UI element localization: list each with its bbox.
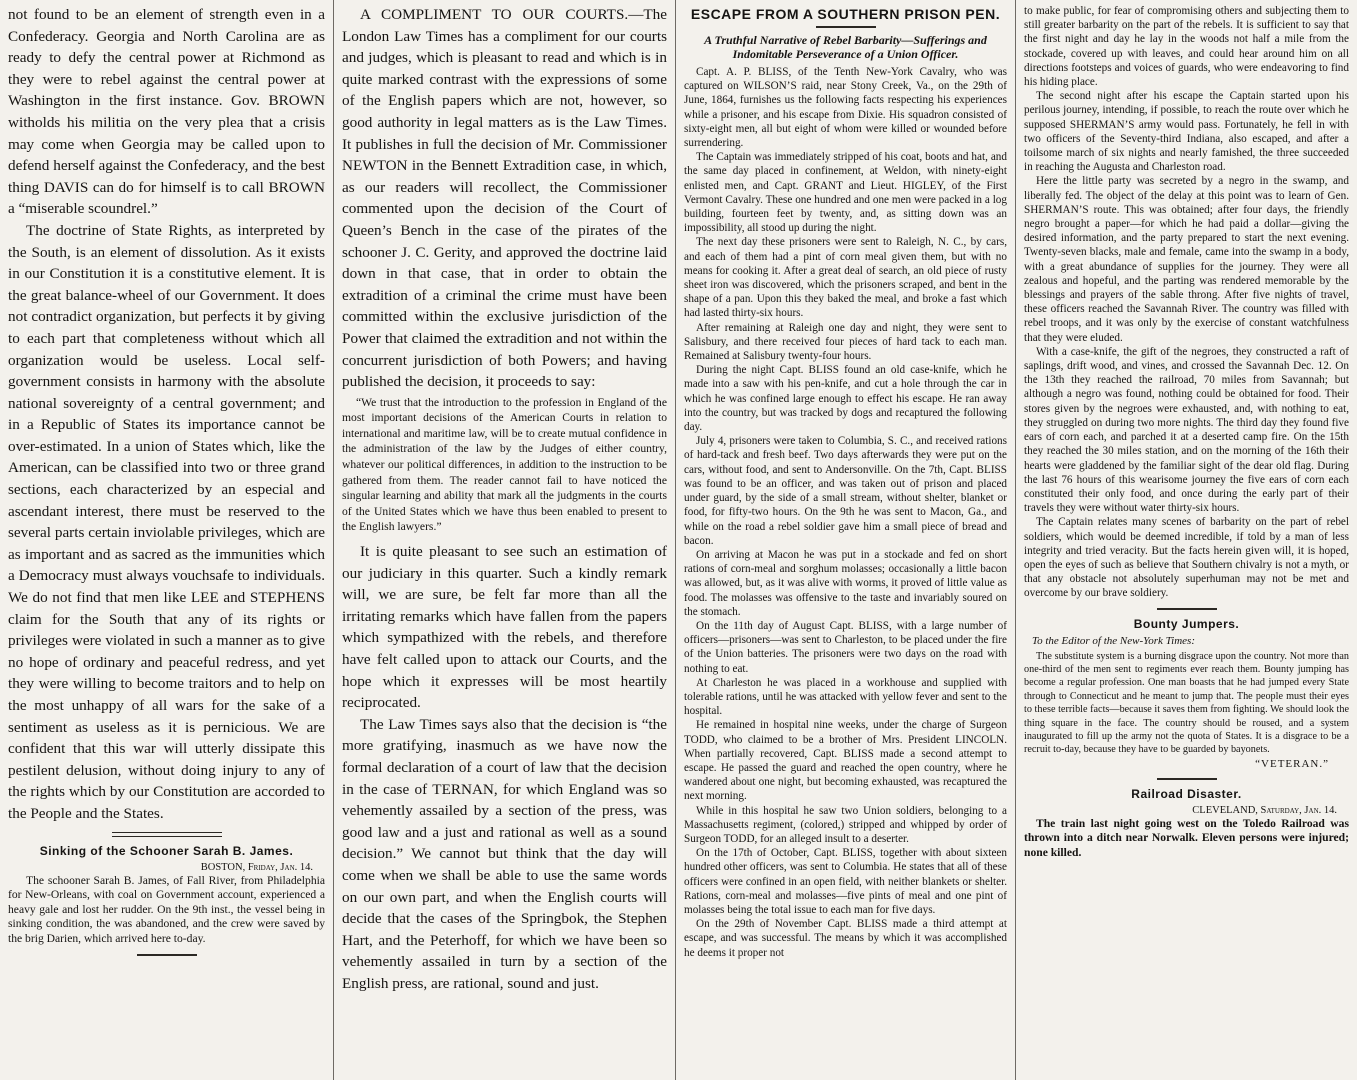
section-divider <box>1157 608 1217 610</box>
compliment-paragraph-3: The Law Times says also that the decision is “the more gratifying, inasmuch as we have now the formal declaration of a court of law that the decision in the case of TERNAN, for which England was so vehemently assailed by a section of the press, was good law and a just and rational as well as a sound decision.” We cannot but think that the day will come when we shall be able to use the same words on our own part, and when the English courts will decide that the cases of the Springbok, the Stephen Hart, and the Peterhoff, for which we have been so vehemently assailed in turn by a section of the English press, are rational, sound and just. <box>342 715 667 992</box>
compliment-paragraph-2: It is quite pleasant to see such an estimation of our judiciary in this quarter. Such a kindly remark will, we are sure, be felt far more than all the irritating remarks which have fallen from the papers which sympathized with the rebels, and therefore have felt called upon to attack our Courts, and the hope which it expresses will be most heartily reciprocated. <box>342 543 667 712</box>
escape-paragraph: On the 29th of November Capt. BLISS made a third attempt at escape, and was successful. The means by which it was accomplished he deems it proper not <box>684 918 1007 959</box>
railroad-dateline: CLEVELAND, Saturday, Jan. 14. <box>1192 804 1337 816</box>
bounty-signature: “VETERAN.” <box>1255 757 1329 770</box>
escape-headline: ESCAPE FROM A SOUTHERN PRISON PEN. <box>690 6 1001 22</box>
column-3 <box>675 0 1015 1080</box>
escape-paragraph: After remaining at Raleigh one day and night, they were sent to Salisbury, and there received four pieces of hard tack to each man. Remained at Salisbury twenty-four hours. <box>684 321 1007 363</box>
bounty-editor-line: To the Editor of the New-York Times: <box>1032 634 1195 647</box>
column-1 <box>0 0 333 1080</box>
escape-paragraph: On the 17th of October, Capt. BLISS, together with about sixteen hundred other officers, was sent to Columbia. He states that all of these officers were confined in an open field, with neither blankets or shelter. Rations, corn-meal and molasses—five pints of meal and one pint of molasses being the total issue to each man for five days. <box>684 847 1007 916</box>
railroad-body: The train last night going west on the Toledo Railroad was thrown into a ditch near Norwalk. Eleven persons were injured; none killed. <box>1024 816 1349 859</box>
state-rights-paragraph-1: not found to be an element of strength even in a Confederacy. Georgia and North Carolina are as ready to defy the central power at Richmond as they were to rebel against the central power at Washington in the first instance. Gov. BROWN witholds his militia on the very plea that a crisis may come when Georgia may be called upon to defend herself against the Confederacy, and the best thing DAVIS can do for himself is to call BROWN a “miserable scoundrel.” <box>8 6 325 218</box>
railroad-headline: Railroad Disaster. <box>1131 786 1242 801</box>
escape-paragraph: On arriving at Macon he was put in a stockade and fed on short rations of corn-meal and sorghum molasses; occasionally a little bacon was allowed, but, as it was alive with worms, it proved of little value as food. The molasses was offensive to the taste and invariably soured on the stomach. <box>684 548 1007 618</box>
section-divider <box>112 832 222 837</box>
escape-paragraph: The next day these prisoners were sent to Raleigh, N. C., by cars, and each of them had a pint of corn meal given them, but with no means for cooking it. After a great deal of search, an old piece of rusty sheet iron was discovered, which the prisoners scraped, and bent in the shape of a pan. Upon this they baked the meal, and broke a fast which had lasted thirty-six hours. <box>684 236 1007 320</box>
escape-paragraph: During the night Capt. BLISS found an old case-knife, which he made into a saw with his pen-knife, and cut a hole through the car in which he was confined large enough to effect his escape. He ran away into the country, but was tracked by dogs and recaptured the following day. <box>684 364 1007 434</box>
column-2 <box>333 0 675 1080</box>
escape-paragraph: On the 11th day of August Capt. BLISS, with a large number of officers—prisoners—was sent to Charleston, to be placed under the fire of the Union batteries. The prisoners were two days on the road with nothing to eat. <box>684 619 1007 675</box>
compliment-paragraph-1: A COMPLIMENT TO OUR COURTS.—The London Law Times has a compliment for our courts and judges, which is pleasant to read and which is in quite marked contrast with the expressions of some of the English papers which are not, however, so good authority in legal matters as is the Law Times. It publishes in full the decision of Mr. Commissioner NEWTON in the Bennett Extradition case, in which, as our readers will recollect, the Commissioner commented upon the decision of the Court of Queen’s Bench in the case of the pirates of the schooner J. C. Gerity, and approved the doctrine laid down in that case, that in order to obtain the extradition of a criminal the crime must have been committed within the exclusive jurisdiction of the Power that claimed the extradition and not within the concurrent jurisdiction of both Powers; and having published the decision, it proceeds to say: <box>342 6 667 391</box>
escape-continued-paragraph: to make public, for fear of compromising others and subjecting them to still greater barbarity on the part of the rebels. It is sufficient to say that the first night and day he lay in the woods not half a mile from the stockade, covered up with leaves, and could hear around him on all directions footsteps and voices of guards, who were endeavoring to find his hiding place. <box>1024 5 1349 89</box>
state-rights-paragraph-2: The doctrine of State Rights, as interpreted by the South, is an element of dissolution. As it exists in our Constitution it is a constitutive element. It is the great balance-wheel of our Government. It does not contradict organization, but perfects it by giving to each part that completeness without which all organization would be useless. Local self-government consists in harmony with the absolute national sovereignty of a central government; and in a Republic of States its importance cannot be over-estimated. In a union of States which, like the American, can be classified into two or three grand sections, each characterized by an especial and ascendant interest, there must be reserved to the several parts certain inviolable privileges, which are as important and as sacred as the immunities which a Democracy must always vouchsafe to individuals. We do not find that men like LEE and STEPHENS claim for the South that any of its rights or privileges were violated in such a manner as to give no hope of ordinary and peaceful redress, and yet they were willing to become traitors and to help on the most unhappy of all wars for the sake of a sentiment as useless as it is pernicious. We are confident that this war will utterly dissipate this pestilent delusion, without doing injury to any of the rights which by our Constitution are accorded to the People and the States. <box>8 221 325 822</box>
section-divider <box>137 954 197 956</box>
bounty-headline: Bounty Jumpers. <box>1133 616 1240 631</box>
escape-paragraph: While in this hospital he saw two Union soldiers, belonging to a Massachusetts regiment, (colored,) stripped and whipped by order of Surgeon TODD, for an alleged insult to a deserter. <box>684 804 1007 845</box>
escape-paragraph: The Captain was immediately stripped of his coat, boots and hat, and the same day placed in confinement, at Weldon, with ninety-eight enlisted men, and Capt. GRANT and Lieut. HIGLEY, of the First Vermont Cavalry. These one hundred and one men were packed in a log building, fourteen feet by twenty, and, as sitting down was an impossibility, all stood up during the night. <box>684 151 1007 235</box>
escape-paragraph: Capt. A. P. BLISS, of the Tenth New-York Cavalry, who was captured on WILSON’S raid, near Stony Creek, Va., on the 29th of June, 1864, furnishes us the following facts respecting his experiences while a prisoner, and his escape from Dixie. His squadron consisted of sixty-eight men, all but eight of whom were killed or wounded before surrendering. <box>684 66 1007 150</box>
sinking-headline: Sinking of the Schooner Sarah B. James. <box>39 843 294 858</box>
escape-paragraph: He remained in hospital nine weeks, under the charge of Surgeon TODD, who claimed to be a brother of Mrs. President LINCOLN. When partially recovered, Capt. BLISS made a second attempt to escape. He passed the guard and reached the open country, where he wandered about one night, but becoming exhausted, was recaptured the next morning. <box>684 719 1007 803</box>
sinking-body: The schooner Sarah B. James, of Fall River, from Philadelphia for New-Orleans, with coal on Government account, experienced a heavy gale and lost her rudder. On the 9th inst., the vessel being in sinking condition, the was abandoned, and the crew were saved by the brig Darien, which arrived here to-day. <box>8 873 325 945</box>
escape-paragraph: July 4, prisoners were taken to Columbia, S. C., and received rations of hard-tack and fresh beef. Two days afterwards they were put on the cars, without food, and sent to Andersonville. On the 7th, Capt. BLISS was found to be an officer, and was taken out of prison and placed under guard, by the side of a small stream, without shelter, blanket or food, for fifty-two hours. On the 9th he was sent to Macon, Ga., and while on the road a rebel soldier gave him a small piece of bread and bacon. <box>684 435 1007 547</box>
law-times-quote: “We trust that the introduction to the profession in England of the most important decisions of the American Courts in relation to international and maritime law, will be to create mutual confidence in the administration of the law by the Judges of either country, whatever our political differences, in addition to the instruction to be gathered from them. The reader cannot fail to have noticed the singular learning and ability that mark all the judgments in the courts of the United States which we have thus been enabled to present to the English lawyers.” <box>342 395 667 534</box>
bounty-body: The substitute system is a burning disgrace upon the country. Not more than one-third of the men sent to regiments ever reach them. Bounty jumping has become a regular profession. One man boasts that he had jumped every State through to Connecticut and he meant to jump that. The people must their eyes to these terrible facts—because it saves them from fighting. We should look the thing square in the face. The country should be roused, and a system inaugurated to fill up the army not the quota of States. It is a disgrace to be a recruit to-day, because they have to be guarded by bayonets. <box>1024 650 1349 756</box>
escape-paragraph: At Charleston he was placed in a workhouse and supplied with tolerable rations, until he was attacked with yellow fever and sent to the hospital. <box>684 676 1007 718</box>
escape-continued-paragraph: The Captain relates many scenes of barbarity on the part of rebel soldiers, which would be deemed incredible, if told by a man of less integrity and tried veracity. But the facts herein given will, it is hoped, open the eyes of such as believe that Southern chivalry is not a myth, or that any obstacle not absolutely superhuman may not be met and overcome by our brave soldiery. <box>1024 516 1349 600</box>
escape-continued-paragraph: The second night after his escape the Captain started upon his perilous journey, intending, if possible, to reach the route over which he supposed SHERMAN’S army would pass. Fortunately, he fell in with two officers of the Seventy-third Indiana, also escaped, and after a toilsome march of six nights and nearly famished, the three succeeded in reaching the Augusta and Charleston road. <box>1024 90 1349 174</box>
column-4 <box>1015 0 1357 1080</box>
escape-subheadline: A Truthful Narrative of Rebel Barbarity—Sufferings and Indomitable Perseverance of a Union Officer. <box>704 33 987 61</box>
escape-continued-paragraph: Here the little party was secreted by a negro in the swamp, and liberally fed. The object of the delay at this point was to learn of Gen. SHERMAN’S route. This was obtained; after four days, the friendly negro brought a paper—for which he had paid a dollar—giving the desired information, and the party prepared to start the next evening. Twenty-seven blacks, male and female, came into the swamp in a body, with a great abundance of supplies for the journey. They were all zealous and hopeful, and the parting was rendered memorable by the blessings and prayers of the sable throng. After five nights of travel, these officers reached the Savannah River. The country was filled with rebel troops, and it was only by the exercise of constant watchfulness that they were eluded. <box>1024 175 1349 344</box>
escape-continued-paragraph: With a case-knife, the gift of the negroes, they constructed a raft of saplings, drift wood, and vines, and crossed the Savannah Dec. 12. On the 13th they reached the railroad, 70 miles from Savannah; but although a negro was found, nothing could be obtained for food. Their stores given by the negroes were exhausted, and, with nothing to eat, they struggled on during two more nights. The third day they found five ears of corn each, and parched it at a deserted camp fire. On the 15th they reached the 30 miles station, and on the morning of the 16th their hearts were gladdened by the familiar sight of the dear old flag. During the last 76 hours of this wearisome journey the five ears of corn each constituted their only food, and once during the early part of their travels they were without water thirty-six hours. <box>1024 345 1349 515</box>
section-divider <box>1157 778 1217 780</box>
sinking-dateline: BOSTON, Friday, Jan. 14. <box>200 861 313 873</box>
headline-rule <box>816 26 876 28</box>
